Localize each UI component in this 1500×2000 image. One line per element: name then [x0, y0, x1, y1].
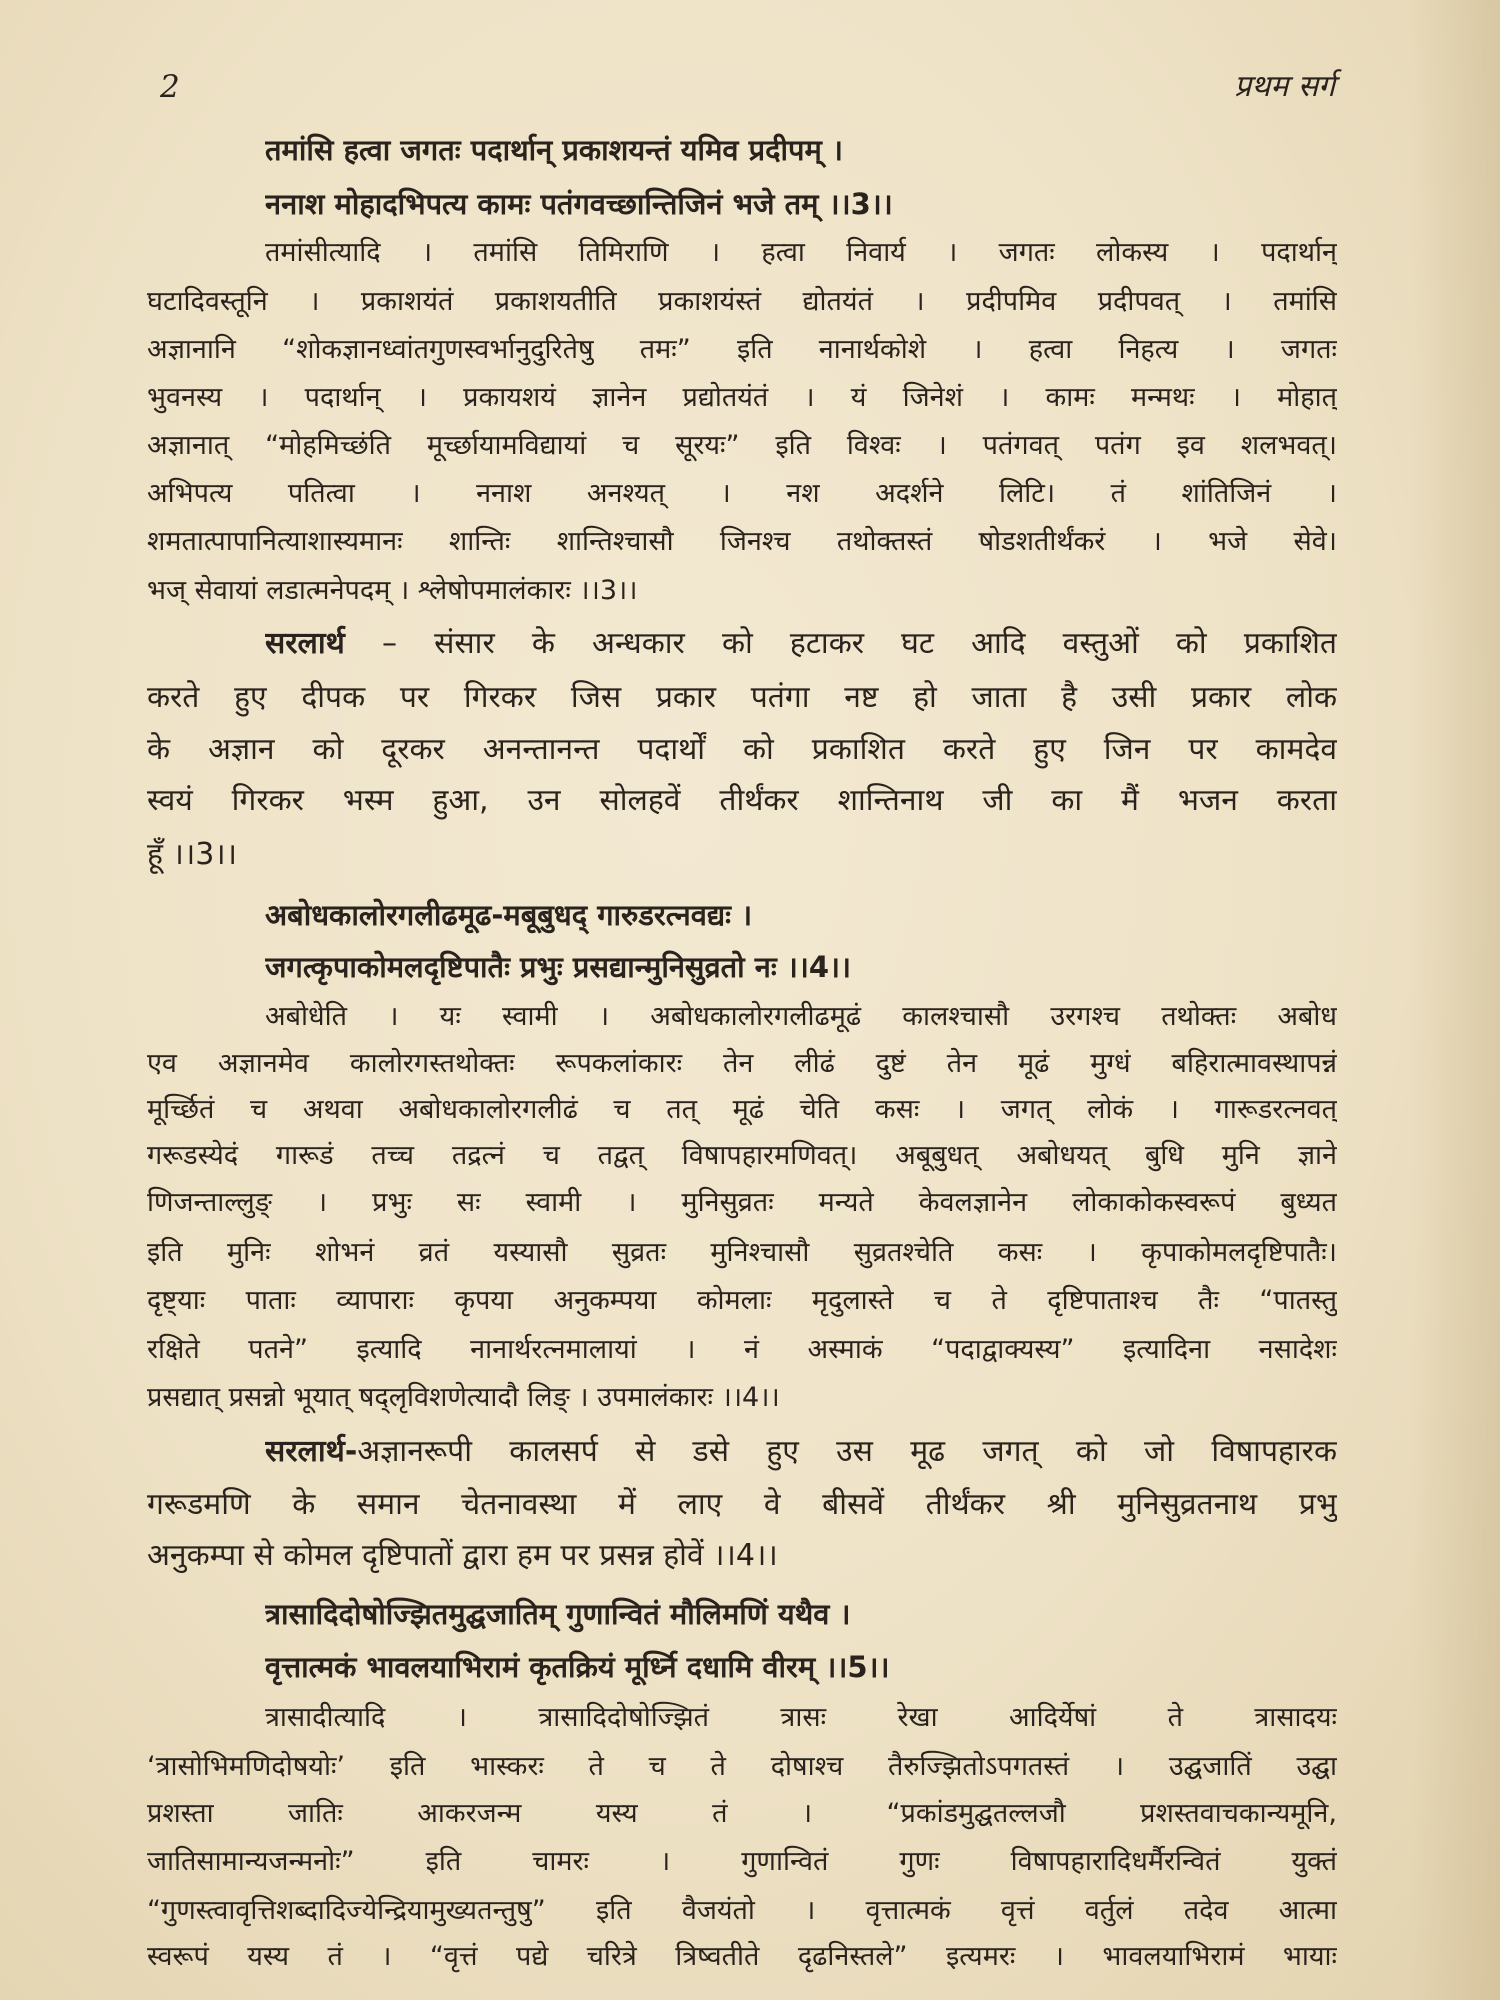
commentary-line: भुवनस्य । पदार्थान् । प्रकायशयं ज्ञानेन प्रद्योतयंतं । यं जिनेशं । कामः मन्मथः । मोहात् — [147, 382, 1337, 413]
shloka-line: तमांसि हत्वा जगतः पदार्थान् प्रकाशयन्तं यमिव प्रदीपम् । — [265, 133, 843, 167]
saralarth-line: स्वयं गिरकर भस्म हुआ, उन सोलहवें तीर्थंकर शान्तिनाथ जी का मैं भजन करता — [147, 783, 1337, 818]
commentary-line: प्रसद्यात् प्रसन्नो भूयात् षद्लृविशणेत्यादौ लिङ् । उपमालंकारः ।।4।। — [147, 1382, 780, 1413]
shloka-line: जगत्कृपाकोमलदृष्टिपातैः प्रभुः प्रसद्यान्मुनिसुव्रतो नः ।।4।। — [265, 950, 851, 984]
commentary-line: एव अज्ञानमेव कालोरगस्तथोक्तः रूपकलांकारः तेन लीढं दुष्टं तेन मूढं मुग्धं बहिरात्मावस्थापन्नं — [147, 1048, 1337, 1079]
commentary-line: तमांसीत्यादि । तमांसि तिमिराणि । हत्वा निवार्य । जगतः लोकस्य । पदार्थान् — [265, 237, 1337, 268]
commentary-line: जातिसामान्यजन्मनोः” इति चामरः । गुणान्वितं गुणः विषापहारादिधर्मैरन्वितं युक्तं — [147, 1846, 1337, 1877]
saralarth-line: के अज्ञान को दूरकर अनन्तानन्त पदार्थों को प्रकाशित करते हुए जिन पर कामदेव — [147, 732, 1337, 767]
saralarth-line: अनुकम्पा से कोमल दृष्टिपातों द्वारा हम पर प्रसन्न होवें ।।4।। — [147, 1538, 778, 1573]
saralarth-text: – संसार के अन्धकार को हटाकर घट आदि वस्तुओं को प्रकाशित — [381, 626, 1337, 661]
saralarth-line: गरूडमणि के समान चेतनावस्था में लाए वे बीसवें तीर्थंकर श्री मुनिसुव्रतनाथ प्रभु — [147, 1487, 1337, 1522]
commentary-line: अज्ञानात् “मोहमिच्छंति मूर्च्छायामविद्यायां च सूरयः” इति विश्वः । पतंगवत् पतंग इव शलभवत्। — [147, 430, 1337, 461]
commentary-line: त्रासादीत्यादि । त्रासादिदोषोज्झितं त्रासः रेखा आदिर्येषां ते त्रासादयः — [265, 1702, 1337, 1733]
commentary-line: अभिपत्य पतित्वा । ननाश अनश्यत् । नश अदर्शने लिटि। तं शांतिजिनं । — [147, 478, 1337, 509]
shloka-line: वृत्तात्मकं भावलयाभिरामं कृतक्रियं मूर्ध्नि दधामि वीरम् ।।5।। — [265, 1650, 890, 1684]
saralarth-line — [265, 1426, 1337, 1478]
commentary-line: ‘त्रासोभिमणिदोषयोः’ इति भास्करः ते च ते दोषाश्च तैरुज्झितोऽपगतस्तं । उद्घजातिं उद्घा — [147, 1751, 1337, 1782]
page-number: 2 — [160, 69, 180, 105]
commentary-line: घटादिवस्तूनि । प्रकाशयंतं प्रकाशयतीति प्रकाशयंस्तं द्योतयंतं । प्रदीपमिव प्रदीपवत् । तमांसि — [147, 286, 1337, 317]
commentary-line: शमतात्पापानित्याशास्यमानः शान्तिः शान्तिश्चासौ जिनश्च तथोक्तस्तं षोडशतीर्थंकरं । भजे सेवे। — [147, 526, 1337, 557]
commentary-line: स्वरूपं यस्य तं । “वृत्तं पद्ये चरित्रे त्रिष्वतीते दृढनिस्तले” इत्यमरः । भावलयाभिरामं भायाः — [147, 1941, 1337, 1972]
commentary-line: इति मुनिः शोभनं व्रतं यस्यासौ सुव्रतः मुनिश्चासौ सुव्रतश्चेति कसः । कृपाकोमलदृष्टिपातैः। — [147, 1237, 1337, 1268]
shloka-line: ननाश मोहादभिपत्य कामः पतंगवच्छान्तिजिनं भजे तम् ।।3।। — [265, 187, 893, 221]
saralarth-label: सरलार्थ- — [265, 1434, 358, 1469]
shloka-line: त्रासादिदोषोज्झितमुद्घजातिम् गुणान्वितं मौलिमणिं यथैव । — [265, 1597, 851, 1631]
saralarth-text: अज्ञानरूपी कालसर्प से डसे हुए उस मूढ जगत् को जो विषापहारक — [357, 1434, 1337, 1469]
commentary-line: प्रशस्ता जातिः आकरजन्म यस्य तं । “प्रकांडमुद्घतल्लजौ प्रशस्तवाचकान्यमूनि, — [147, 1798, 1337, 1829]
commentary-line: अबोधेति । यः स्वामी । अबोधकालोरगलीढमूढं कालश्चासौ उरगश्च तथोक्तः अबोध — [265, 1001, 1337, 1032]
shloka-line: अबोधकालोरगलीढमूढ-मबूबुधद् गारुडरत्नवद्यः । — [265, 898, 753, 932]
saralarth-line: करते हुए दीपक पर गिरकर जिस प्रकार पतंगा नष्ट हो जाता है उसी प्रकार लोक — [147, 680, 1337, 715]
commentary-line: गरूडस्येदं गारूडं तच्च तद्रत्नं च तद्वत् विषापहारमणिवत्। अबूबुधत् अबोधयत् बुधि मुनि ज्ञाने — [147, 1140, 1337, 1171]
commentary-line: “गुणस्त्वावृत्तिशब्दादिज्येन्द्रियामुख्यतन्तुषु” इति वैजयंतो । वृत्तात्मकं वृत्तं वर्तुलं तदेव आत्मा — [147, 1895, 1337, 1926]
saralarth-line — [265, 618, 1337, 670]
commentary-line: भज् सेवायां लडात्मनेपदम् । श्लेषोपमालंकारः ।।3।। — [147, 575, 638, 606]
commentary-line: मूर्च्छितं च अथवा अबोधकालोरगलीढं च तत् मूढं चेति कसः । जगत् लोकं । गारूडरत्नवत् — [147, 1094, 1337, 1125]
commentary-line: णिजन्ताल्लुङ् । प्रभुः सः स्वामी । मुनिसुव्रतः मन्यते केवलज्ञानेन लोकाकोकस्वरूपं बुध्यत — [147, 1187, 1337, 1218]
commentary-line: दृष्ट्याः पाताः व्यापाराः कृपया अनुकम्पया कोमलाः मृदुलास्ते च ते दृष्टिपाताश्च तैः “पातस्तु — [147, 1285, 1337, 1316]
commentary-line: अज्ञानानि “शोकज्ञानध्वांतगुणस्वर्भानुदुरितेषु तमः” इति नानार्थकोशे । हत्वा निहत्य । जगतः — [147, 334, 1337, 365]
chapter-title: प्रथम सर्ग — [1234, 69, 1335, 104]
saralarth-label: सरलार्थ — [265, 626, 345, 661]
commentary-line: रक्षिते पतने” इत्यादि नानार्थरत्नमालायां । नं अस्माकं “पदाद्वाक्यस्य” इत्यादिना नसादेशः — [147, 1334, 1337, 1365]
saralarth-line: हूँ ।।3।। — [147, 837, 238, 872]
